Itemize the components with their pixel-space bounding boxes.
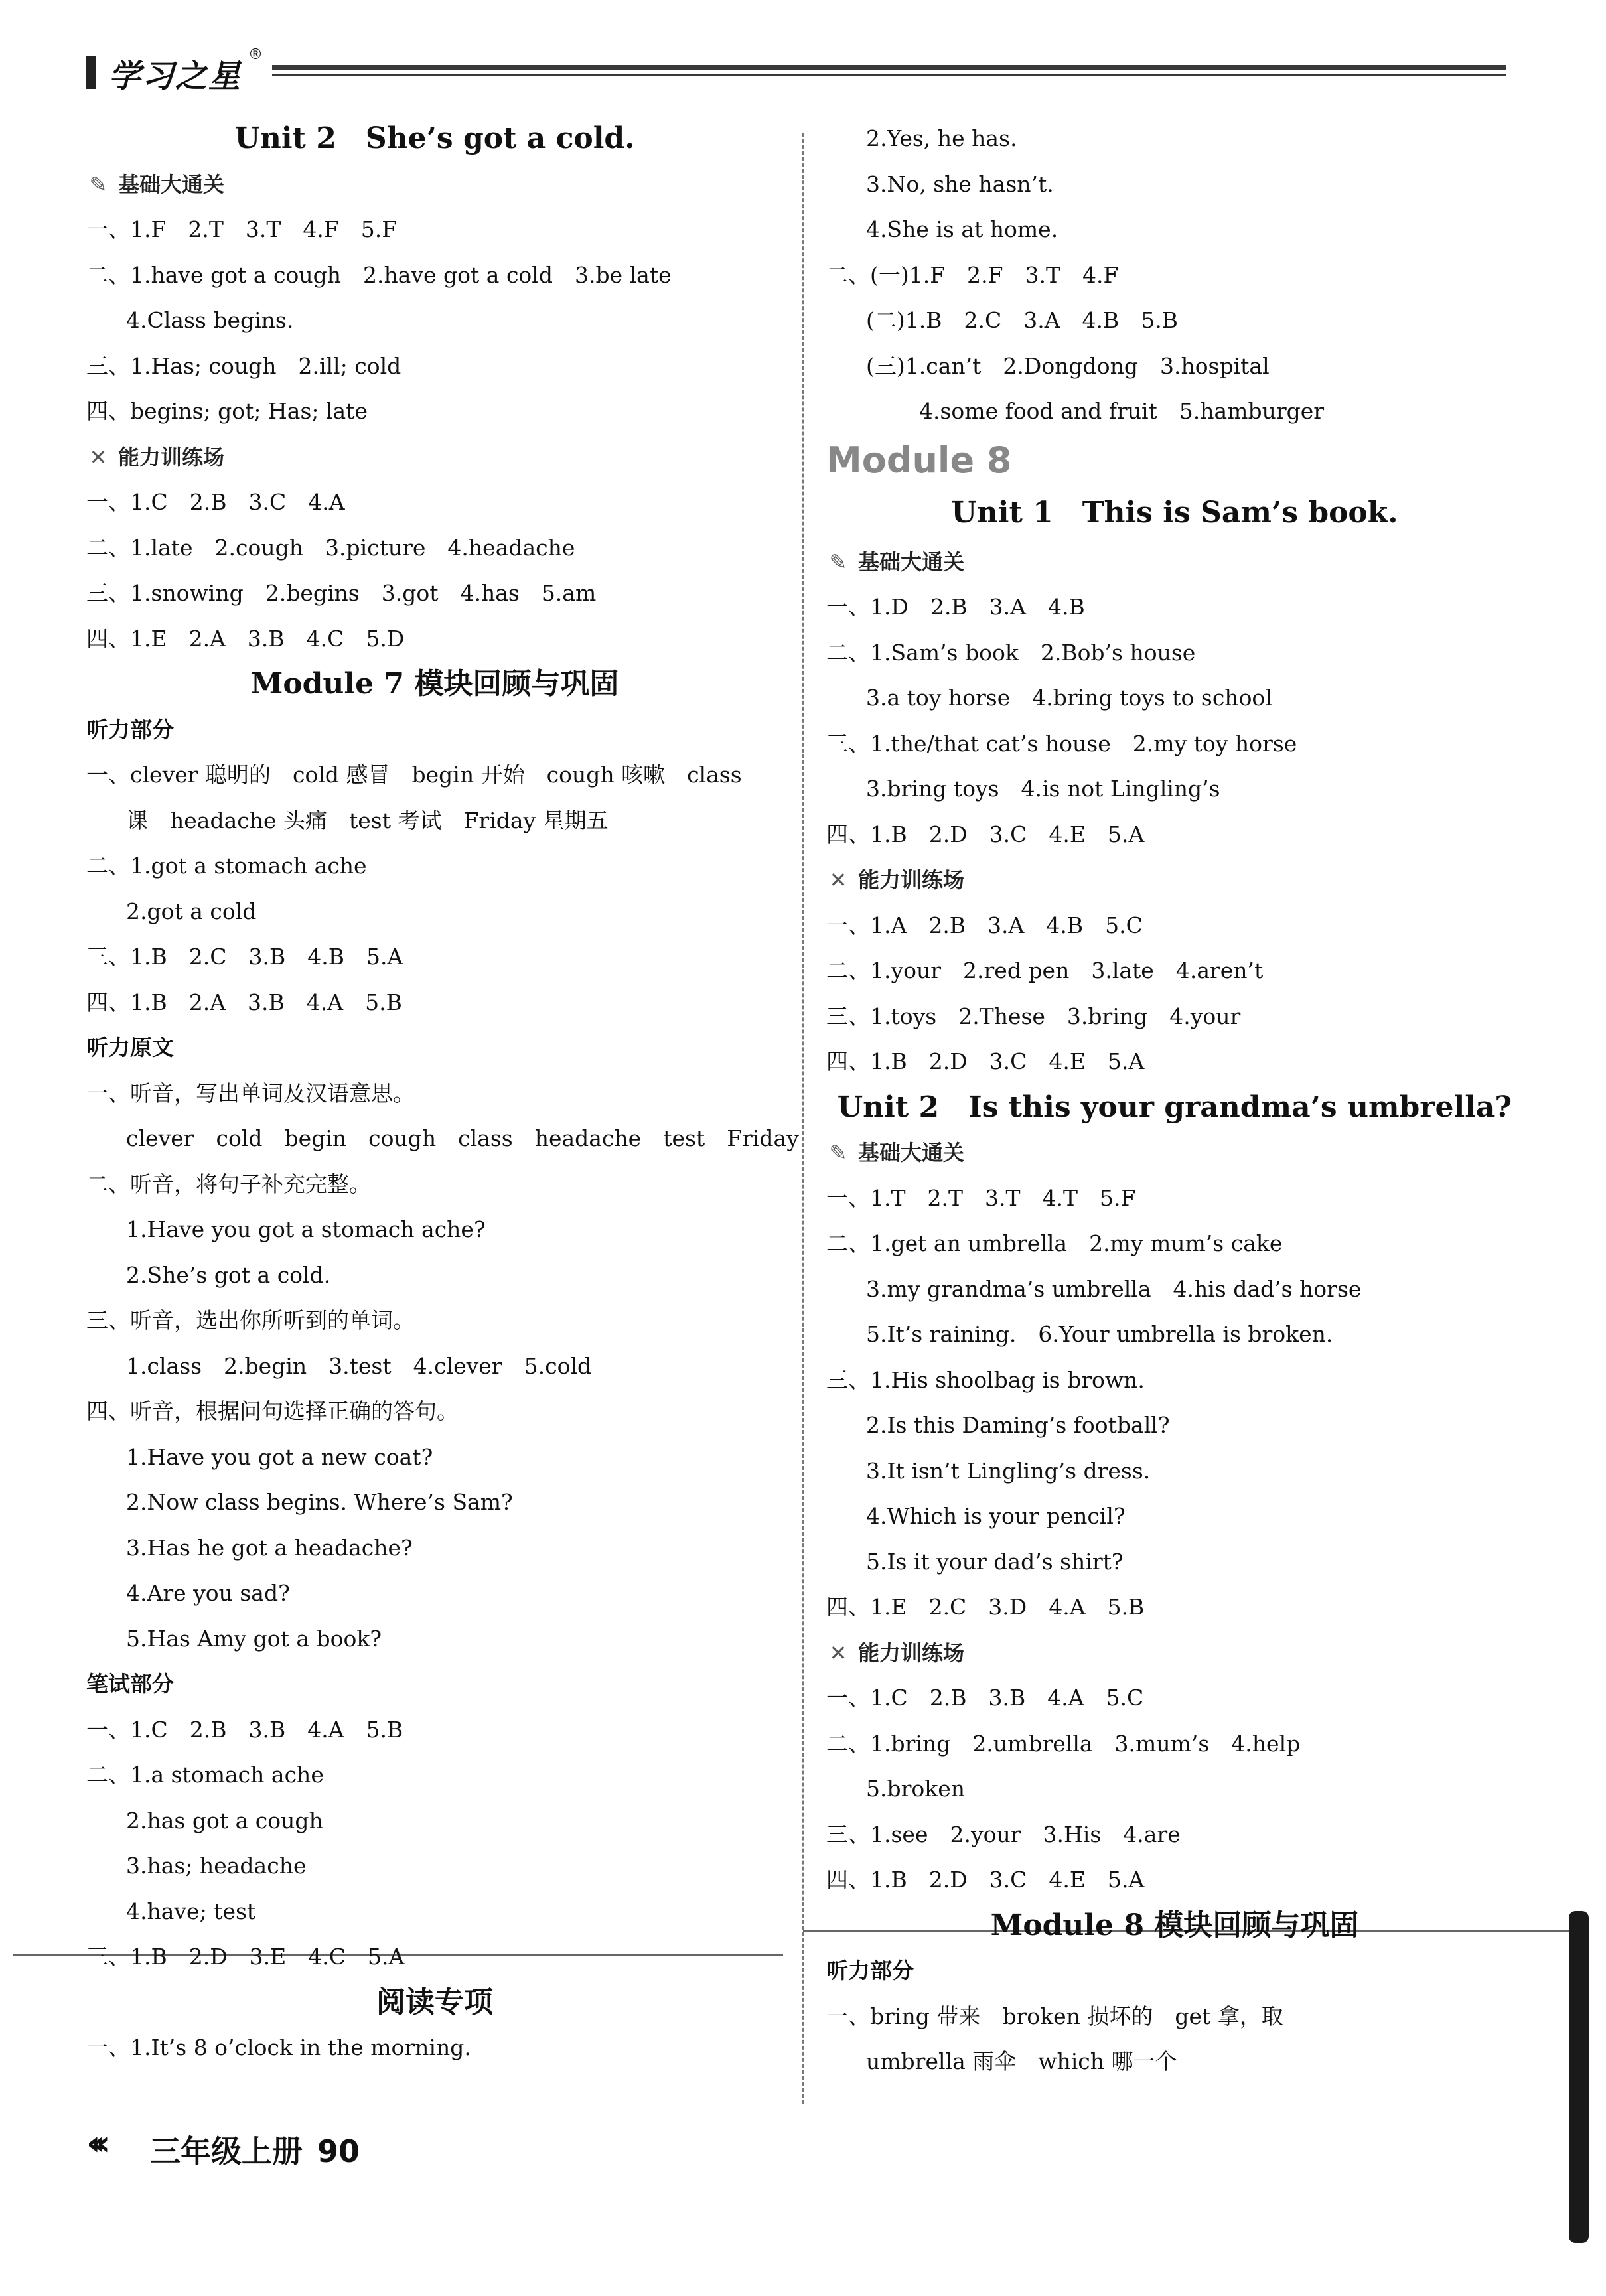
answer-line: 四、1.B 2.A 3.B 4.A 5.B — [86, 989, 402, 1015]
answer-line: 5.It’s raining. 6.Your umbrella is broken. — [866, 1321, 1333, 1347]
answer-line: 四、1.B 2.D 3.C 4.E 5.A — [826, 821, 1145, 847]
answer-line: 4.She is at home. — [866, 216, 1058, 242]
scan-edge-shadow — [1569, 1911, 1589, 2243]
answer-line: 5.broken — [866, 1776, 966, 1802]
answer-line: 4.Which is your pencil? — [866, 1503, 1126, 1529]
answer-line: 二、1.Sam’s book 2.Bob’s house — [826, 639, 1196, 666]
section-heading: Unit 1 This is Sam’s book. — [951, 495, 1398, 530]
answer-line: 2.She’s got a cold. — [126, 1261, 331, 1288]
answer-line: (三)1.can’t 2.Dongdong 3.hospital — [866, 352, 1270, 379]
answer-line: 一、1.F 2.T 3.T 4.F 5.F — [86, 216, 398, 242]
answer-line: 3.a toy horse 4.bring toys to school — [866, 685, 1272, 711]
answer-line: 2.got a cold — [126, 898, 257, 924]
answer-line: 四、1.B 2.D 3.C 4.E 5.A — [826, 1867, 1145, 1893]
module-title: Module 8 — [826, 439, 1012, 481]
answer-line: 二、1.have got a cough 2.have got a cold 3.be late — [86, 261, 672, 288]
answer-line: 三、听音，选出你所听到的单词。 — [86, 1307, 415, 1333]
section-label: 能力训练场 — [118, 444, 225, 470]
right-column — [826, 116, 1523, 2085]
answer-line: clever cold begin cough class headache test Friday — [126, 1125, 799, 1151]
left-column — [86, 116, 799, 2071]
answer-line: 一、1.D 2.B 3.A 4.B — [826, 594, 1085, 620]
subsection-title: 笔试部分 — [86, 1671, 174, 1697]
answer-line: 二、1.bring 2.umbrella 3.mum’s 4.help — [826, 1730, 1301, 1757]
answer-line: 一、1.A 2.B 3.A 4.B 5.C — [826, 912, 1143, 938]
answer-line: 一、1.C 2.B 3.C 4.A — [86, 489, 345, 515]
answer-line: 一、1.C 2.B 3.B 4.A 5.C — [826, 1685, 1144, 1711]
answer-line: 4.Class begins. — [126, 307, 294, 333]
subsection-title: 听力原文 — [86, 1035, 174, 1060]
answer-line: 三、1.B 2.D 3.E 4.C 5.A — [86, 1944, 405, 1970]
answer-line: 4.some food and fruit 5.hamburger — [919, 398, 1325, 424]
section-heading: Unit 2 She’s got a cold. — [234, 121, 635, 155]
section-label: 能力训练场 — [858, 867, 965, 893]
back-arrows-icon: ‹‹‹ — [86, 2123, 102, 2163]
answer-line: 2.has got a cough — [126, 1807, 323, 1833]
answer-line: 1.Have you got a stomach ache? — [126, 1216, 486, 1242]
pencil-icon: ✎ — [829, 1140, 847, 1165]
answer-line: 四、1.E 2.C 3.D 4.A 5.B — [826, 1594, 1145, 1620]
exercise-section-title — [86, 162, 783, 208]
answer-line: 三、1.B 2.C 3.B 4.B 5.A — [86, 944, 403, 969]
answer-line: 二、(一)1.F 2.F 3.T 4.F — [826, 261, 1119, 288]
footer-label — [150, 2127, 360, 2171]
answer-line: 5.Is it your dad’s shirt? — [866, 1548, 1124, 1575]
answer-line: 二、1.get an umbrella 2.my mum’s cake — [826, 1230, 1283, 1256]
answer-line: 一、bring 带来 broken 损坏的 get 拿，取 — [826, 2003, 1283, 2029]
section-heading: Module 8 模块回顾与巩固 — [990, 1908, 1359, 1942]
section-label: 基础大通关 — [858, 1140, 965, 1165]
answer-line: 四、begins; got; Has; late — [86, 398, 368, 424]
cross-tools-icon: ✕ — [829, 1640, 847, 1666]
answer-line: (二)1.B 2.C 3.A 4.B 5.B — [866, 307, 1179, 333]
answer-line: 3.Has he got a headache? — [126, 1534, 413, 1561]
answer-line: 1.class 2.begin 3.test 4.clever 5.cold — [126, 1352, 592, 1379]
answer-line: 3.No, she hasn’t. — [866, 171, 1054, 197]
answer-line: 三、1.see 2.your 3.His 4.are — [826, 1821, 1181, 1847]
answer-line: 一、1.T 2.T 3.T 4.T 5.F — [826, 1184, 1136, 1211]
pencil-icon: ✎ — [89, 171, 108, 197]
cross-tools-icon: ✕ — [89, 444, 108, 470]
section-heading: Unit 2 Is this your grandma’s umbrella? — [837, 1090, 1512, 1124]
answer-line: umbrella 雨伞 which 哪一个 — [866, 2048, 1177, 2074]
subsection-title: 听力部分 — [826, 1958, 914, 1983]
exercise-section-title — [826, 1630, 1523, 1676]
exercise-section-title — [86, 435, 783, 480]
exercise-section-title — [826, 857, 1523, 903]
grade-label: 三年级上册 — [150, 2133, 303, 2169]
answer-line: 3.has; headache — [126, 1853, 307, 1879]
answer-line: 3.bring toys 4.is not Lingling’s — [866, 776, 1220, 802]
answer-line: 3.my grandma’s umbrella 4.his dad’s horse — [866, 1275, 1362, 1302]
answer-line: 三、1.snowing 2.begins 3.got 4.has 5.am — [86, 580, 597, 606]
answer-line: 一、1.C 2.B 3.B 4.A 5.B — [86, 1716, 403, 1743]
answer-line: 四、1.B 2.D 3.C 4.E 5.A — [826, 1048, 1145, 1074]
header-rule — [272, 65, 1506, 70]
section-label: 基础大通关 — [118, 171, 225, 197]
column-divider — [802, 133, 804, 2104]
answer-line: 一、听音，写出单词及汉语意思。 — [86, 1080, 415, 1106]
answer-line: 5.Has Amy got a book? — [126, 1625, 382, 1652]
brand-logo: 学习之星 — [109, 58, 242, 95]
exercise-section-title — [826, 1130, 1523, 1176]
exercise-section-title — [826, 539, 1523, 585]
answer-line: 二、1.a stomach ache — [86, 1762, 324, 1788]
answer-line: 2.Yes, he has. — [866, 125, 1017, 151]
section-label: 基础大通关 — [858, 549, 965, 575]
answer-line: 3.It isn’t Lingling’s dress. — [866, 1457, 1151, 1484]
answer-line: 四、1.E 2.A 3.B 4.C 5.D — [86, 625, 405, 652]
answer-line: 1.Have you got a new coat? — [126, 1443, 433, 1470]
answer-line: 课 headache 头痛 test 考试 Friday 星期五 — [126, 807, 609, 833]
page-header — [86, 46, 1506, 100]
answer-line: 二、听音，将句子补充完整。 — [86, 1171, 371, 1197]
answer-line: 三、1.Has; cough 2.ill; cold — [86, 352, 402, 379]
page-number: 90 — [317, 2133, 360, 2169]
section-heading: 阅读专项 — [376, 1985, 493, 2019]
answer-line: 2.Is this Daming’s football? — [866, 1412, 1170, 1438]
cross-tools-icon: ✕ — [829, 867, 847, 893]
section-heading: Module 7 模块回顾与巩固 — [250, 667, 619, 701]
answer-line: 4.have; test — [126, 1898, 256, 1924]
header-bar — [86, 56, 96, 89]
registered-mark: ® — [248, 46, 263, 63]
answer-line: 2.Now class begins. Where’s Sam? — [126, 1489, 513, 1515]
answer-line: 一、1.It’s 8 o’clock in the morning. — [86, 2035, 471, 2060]
answer-line: 三、1.His shoolbag is brown. — [826, 1366, 1145, 1393]
header-rule-thin — [272, 74, 1506, 76]
answer-line: 二、1.late 2.cough 3.picture 4.headache — [86, 534, 575, 561]
answer-line: 二、1.got a stomach ache — [86, 853, 367, 879]
subsection-title: 听力部分 — [86, 716, 174, 743]
answer-line: 三、1.toys 2.These 3.bring 4.your — [826, 1003, 1241, 1029]
answer-line: 4.Are you sad? — [126, 1580, 290, 1606]
pencil-icon: ✎ — [829, 549, 847, 575]
answer-line: 二、1.your 2.red pen 3.late 4.aren’t — [826, 958, 1264, 983]
answer-line: 三、1.the/that cat’s house 2.my toy horse — [826, 730, 1297, 756]
answer-line: 四、听音，根据问句选择正确的答句。 — [86, 1398, 459, 1424]
section-label: 能力训练场 — [858, 1640, 965, 1666]
answer-line: 一、clever 聪明的 cold 感冒 begin 开始 cough 咳嗽 class — [86, 762, 742, 788]
